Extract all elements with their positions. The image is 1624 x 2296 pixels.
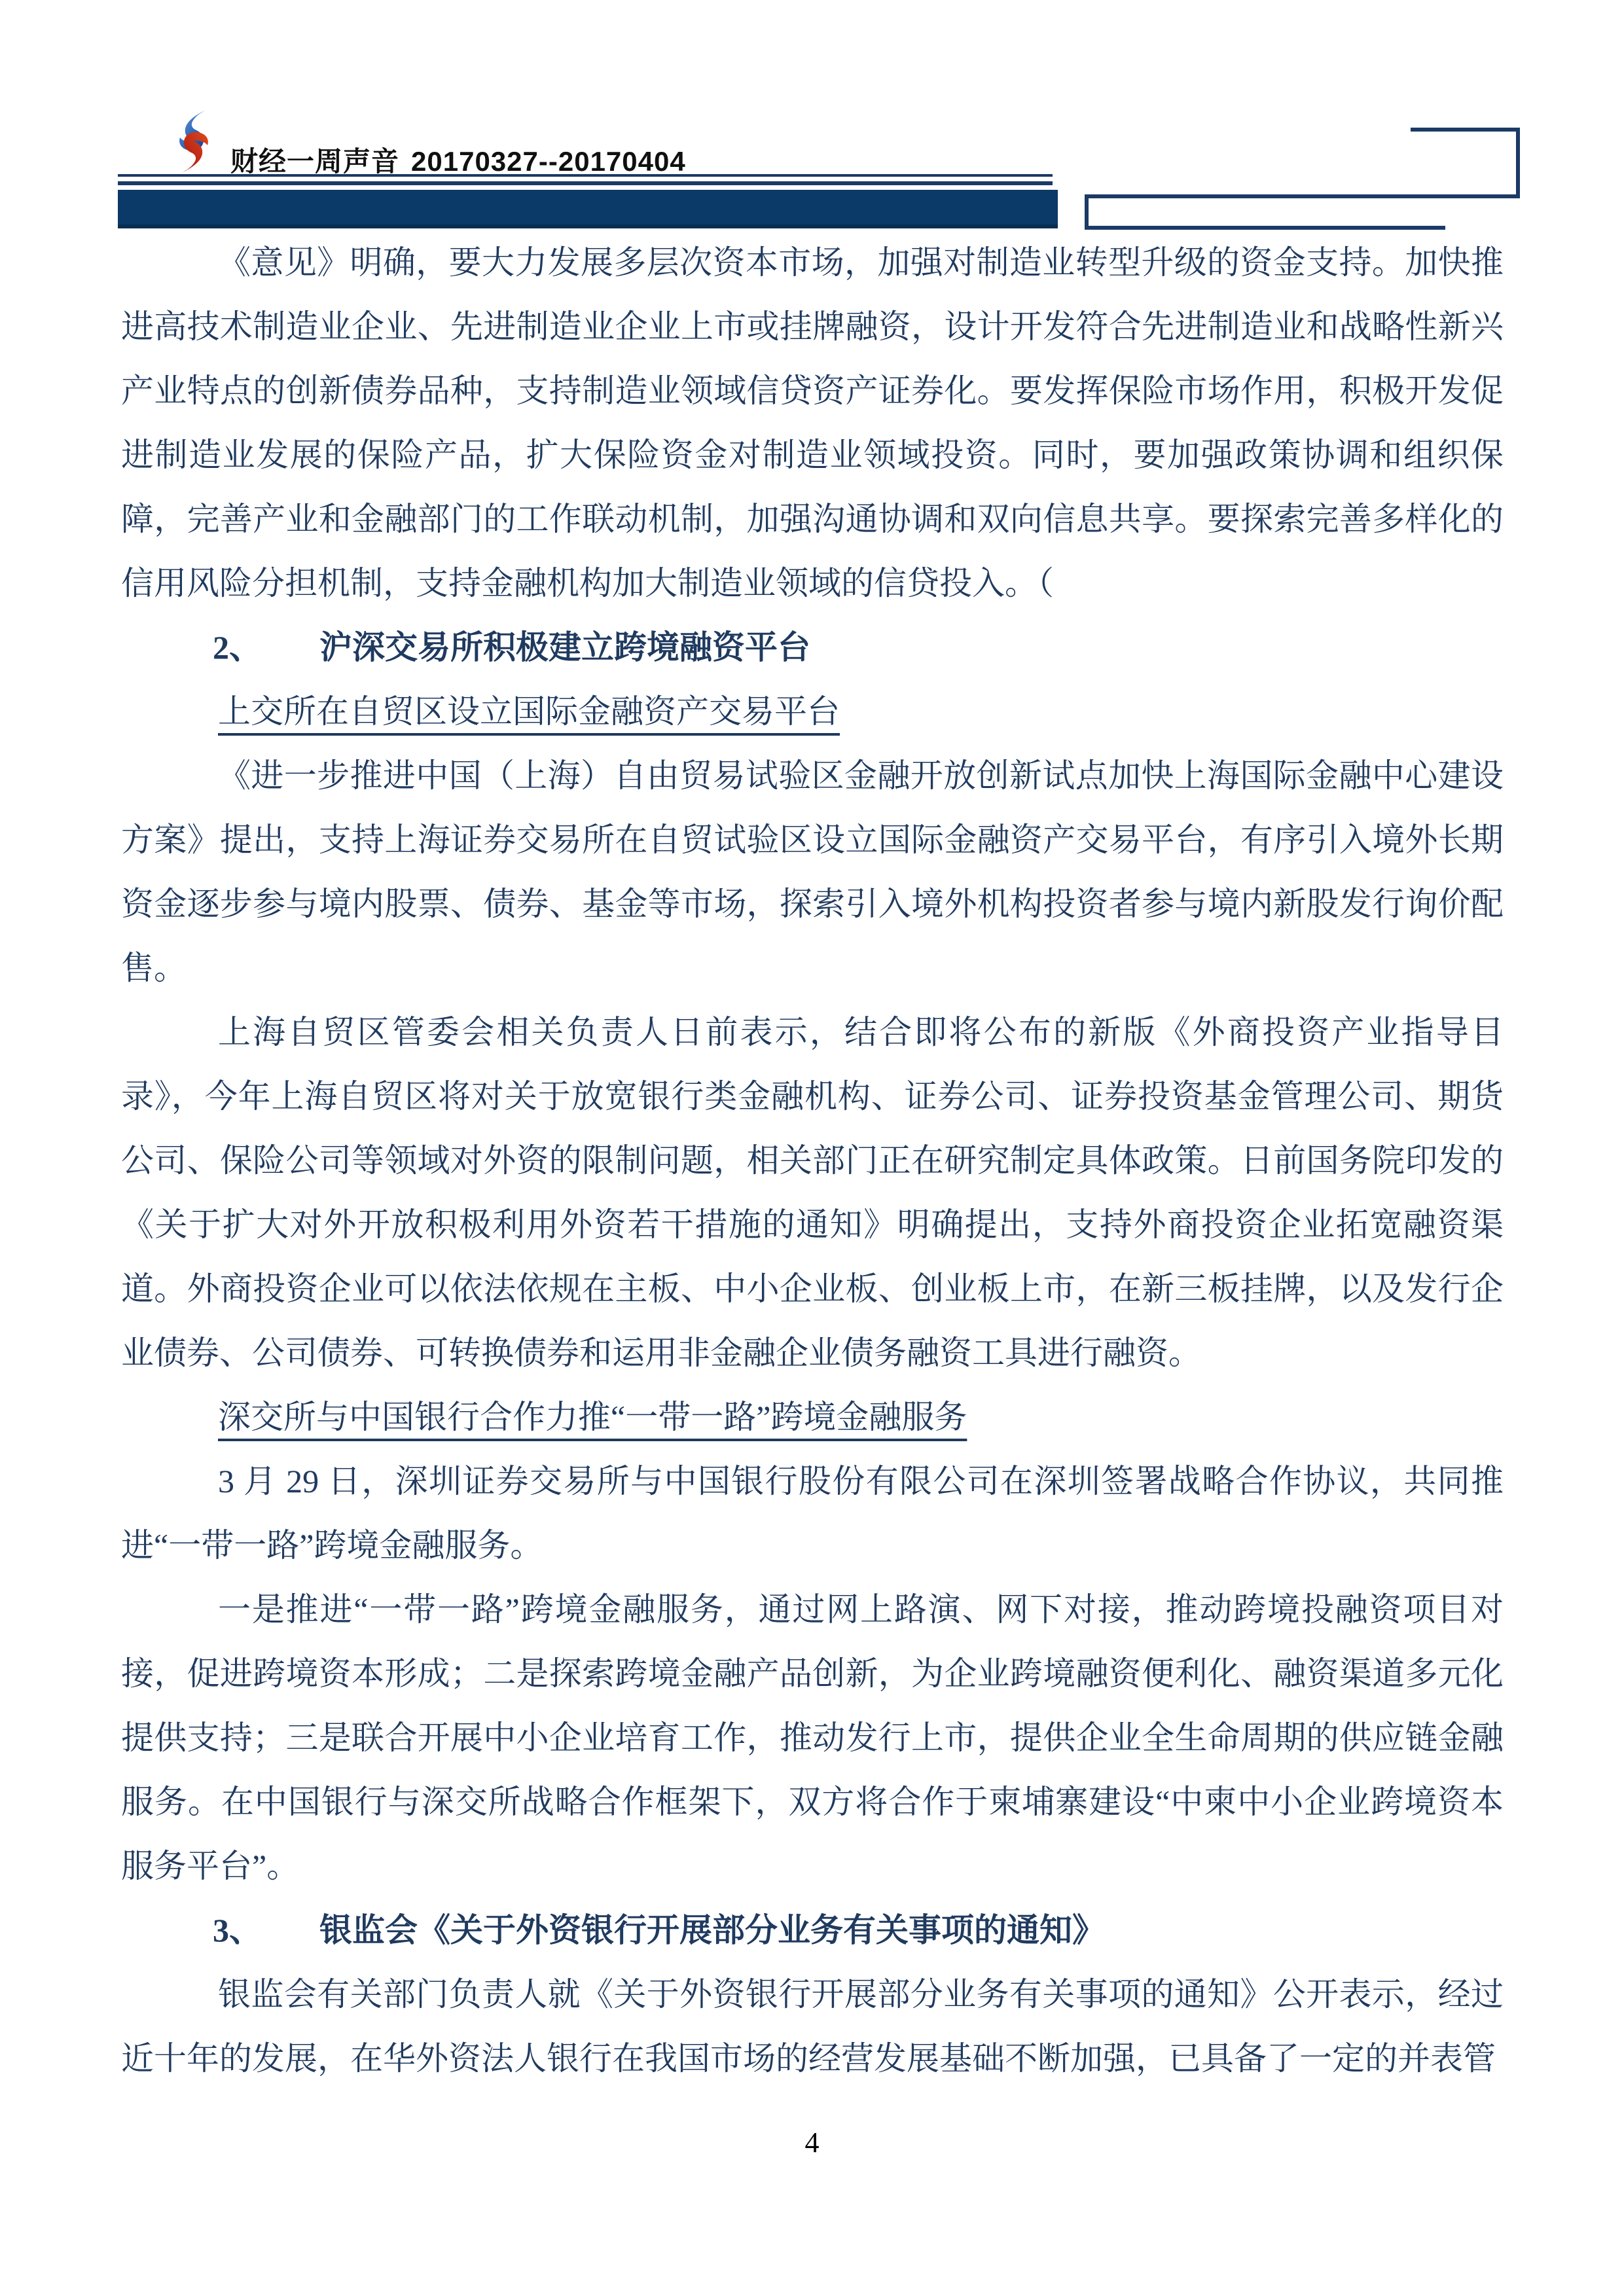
header-double-rule	[118, 174, 1053, 185]
report-date-range: 20170327--20170404	[411, 146, 686, 177]
subsection-heading-szse-boc	[121, 1385, 1504, 1449]
paragraph-ftz-plan: 《进一步推进中国（上海）自由贸易试验区金融开放创新试点加快上海国际金融中心建设方案》提出，支持上海证券交易所在自贸试验区设立国际金融资产交易平台，有序引入境外长期资金逐步参与境内股票、债券、基金等市场，探索引入境外机构投资者参与境内新股发行询价配售。	[121, 757, 1504, 986]
paragraph-ftz-committee: 上海自贸区管委会相关负责人日前表示，结合即将公布的新版《外商投资产业指导目录》，今年上海自贸区将对关于放宽银行类金融机构、证券公司、证券投资基金管理公司、期货公司、保险公司等领域对外资的限制问题，相关部门正在研究制定具体政策。日前国务院印发的《关于扩大对外开放积极利用外资若干措施的通知》明确提出，支持外商投资企业拓宽融资渠道。外商投资企业可以依法依规在主板、中小企业板、创业板上市，在新三板挂牌，以及发行企业债券、公司债券、可转换债券和运用非金融企业债务融资工具进行融资。	[121, 1014, 1504, 1371]
section-number: 3、	[213, 1912, 262, 1948]
decorative-frame2-bottom	[1085, 226, 1445, 230]
subsection-title: 深交所与中国银行合作力推“一带一路”跨境金融服务	[218, 1399, 967, 1435]
document-body	[121, 230, 1504, 2090]
report-title-text: 财经一周声音	[230, 146, 400, 177]
section-number: 2、	[213, 629, 262, 666]
s-swoosh-logo-icon	[172, 110, 215, 173]
section-heading-2	[121, 615, 1504, 679]
decorative-frame2-left	[1085, 194, 1089, 230]
decorative-frame-bottom	[1085, 194, 1520, 198]
header-navy-bar	[118, 190, 1058, 228]
paragraph-szse-boc-agreement: 3 月 29 日，深圳证券交易所与中国银行股份有限公司在深圳签署战略合作协议，共同推进“一带一路”跨境金融服务。	[121, 1463, 1504, 1564]
paragraph-opinions-capital-market: 《意见》明确，要大力发展多层次资本市场，加强对制造业转型升级的资金支持。加快推进高技术制造业企业、先进制造业企业上市或挂牌融资，设计开发符合先进制造业和战略性新兴产业特点的创新债券品种，支持制造业领域信贷资产证券化。要发挥保险市场作用，积极开发促进制造业发展的保险产品，扩大保险资金对制造业领域投资。同时，要加强政策协调和组织保障，完善产业和金融部门的工作联动机制，加强沟通协调和双向信息共享。要探索完善多样化的信用风险分担机制，支持金融机构加大制造业领域的信贷投入。（	[121, 244, 1504, 601]
section-heading-3	[121, 1898, 1504, 1962]
paragraph-belt-road-services: 一是推进“一带一路”跨境金融服务，通过网上路演、网下对接，推动跨境投融资项目对接，促进跨境资本形成；二是探索跨境金融产品创新，为企业跨境融资便利化、融资渠道多元化提供支持；三是联合开展中小企业培育工作，推动发行上市，提供企业全生命周期的供应链金融服务。在中国银行与深交所战略合作框架下，双方将合作于柬埔寨建设“中柬中小企业跨境资本服务平台”。	[121, 1591, 1504, 1884]
report-title	[230, 140, 686, 177]
page-number: 4	[804, 2126, 820, 2159]
section-title: 沪深交易所积极建立跨境融资平台	[319, 629, 810, 666]
subsection-title: 上交所在自贸区设立国际金融资产交易平台	[218, 693, 840, 730]
decorative-frame-top	[1411, 128, 1520, 132]
decorative-frame-right	[1516, 128, 1520, 198]
paragraph-cbrc-notice: 银监会有关部门负责人就《关于外资银行开展部分业务有关事项的通知》公开表示，经过近十年的发展，在华外资法人银行在我国市场的经营发展基础不断加强，已具备了一定的并表管	[121, 1976, 1504, 2077]
subsection-heading-sse-platform	[121, 679, 1504, 744]
section-title: 银监会《关于外资银行开展部分业务有关事项的通知》	[319, 1912, 1105, 1948]
